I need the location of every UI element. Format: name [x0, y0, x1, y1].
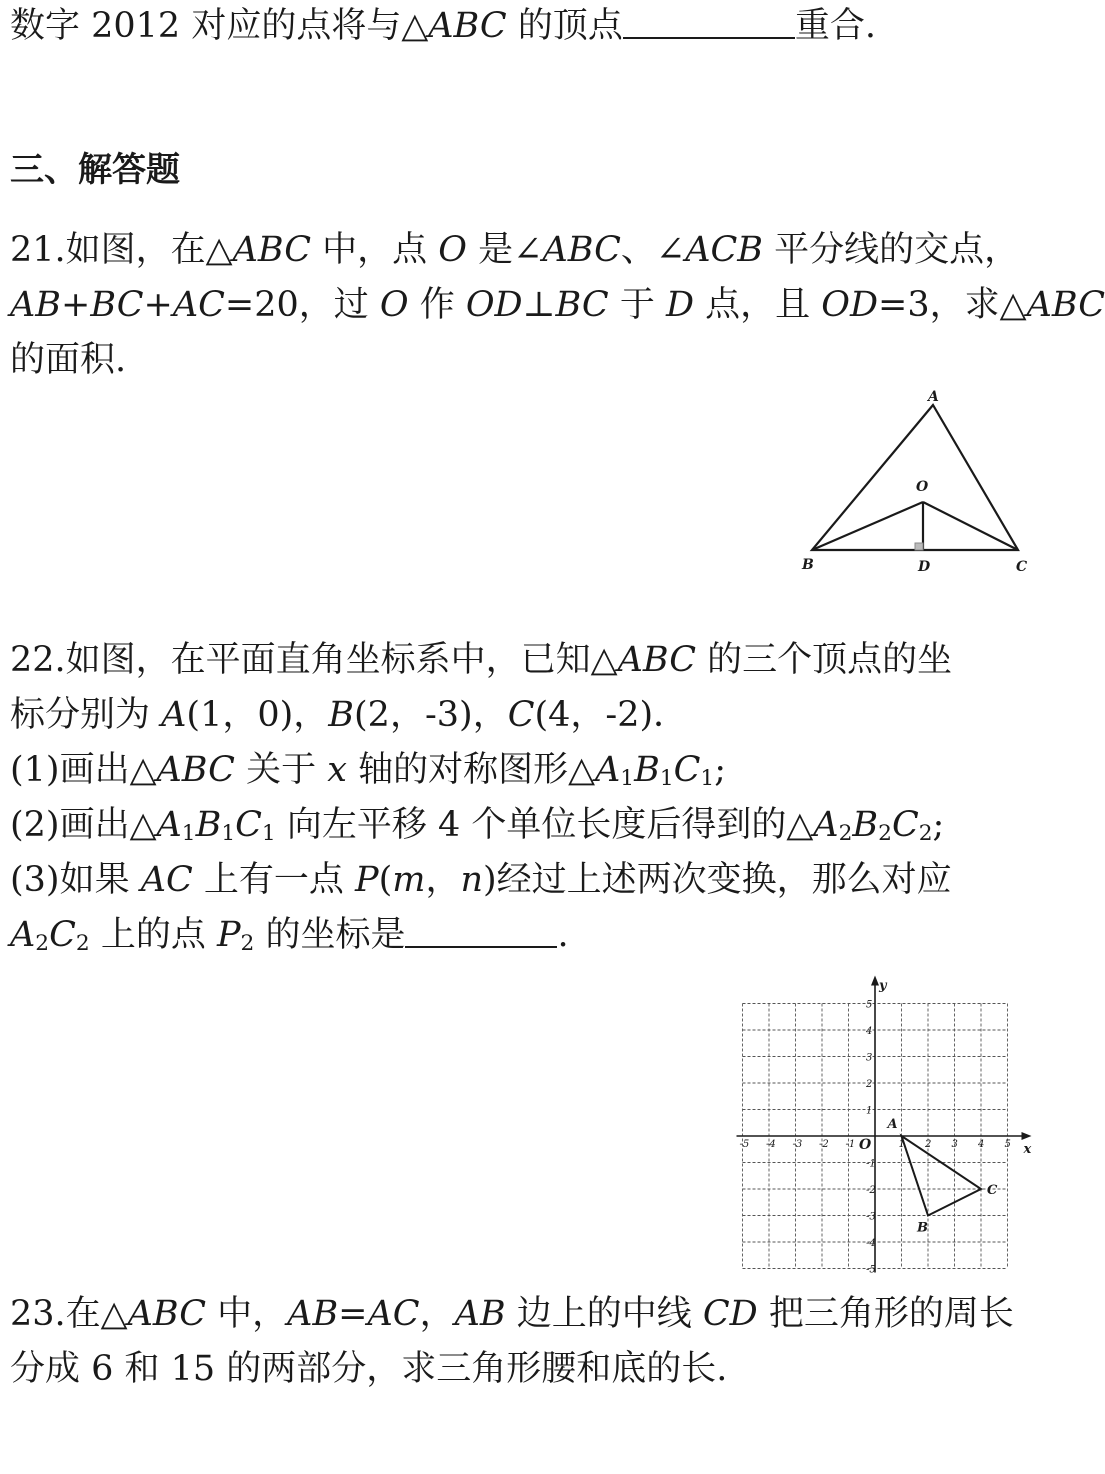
y-tick-label: -4 [866, 1238, 876, 1249]
label-c: C [1016, 559, 1028, 575]
y-axis-label: y [879, 978, 887, 994]
section-title: 三、解答题 [10, 150, 180, 190]
x-tick-label: 3 [951, 1139, 958, 1150]
grid-label-c: C [987, 1183, 998, 1198]
right-angle-mark [915, 543, 923, 550]
y-tick-label: 3 [866, 1052, 873, 1064]
answer-blank-p2[interactable] [405, 916, 557, 948]
q23-line-1: 23.在△ABC 中，AB=AC，AB 边上的中线 CD 把三角形的周长 [10, 1294, 1014, 1334]
q22-line-5: (3)如果 AC 上有一点 P(m，n)经过上述两次变换，那么对应 [10, 860, 952, 900]
answer-blank[interactable] [623, 7, 795, 39]
y-tick-label: 1 [866, 1105, 873, 1117]
x-tick-label: 4 [978, 1139, 985, 1150]
q21-line-3: 的面积. [10, 340, 127, 380]
y-tick-label: -3 [866, 1211, 876, 1223]
x-axis-arrow [1022, 1132, 1032, 1140]
q21-line-1: 21.如图，在△ABC 中，点 O 是∠ABC、∠ACB 平分线的交点， [10, 230, 1020, 270]
y-tick-label: -5 [866, 1264, 876, 1276]
origin-label: O [859, 1137, 872, 1153]
q22-line-3: (1)画出△ABC 关于 x 轴的对称图形$\triangle A_1B_1C_1$; [10, 750, 727, 791]
x-axis-label: x [1023, 1142, 1032, 1157]
label-d: D [918, 559, 931, 575]
grid-label-a: A [887, 1117, 898, 1132]
q22-line-6: $A_2C_2$ 上的点 $P_2$ 的坐标是 . [10, 915, 569, 956]
grid-axes [737, 976, 1032, 1273]
q22-line-1: 22.如图，在平面直角坐标系中，已知△ABC 的三个顶点的坐 [10, 640, 953, 680]
x-tick-label: -4 [766, 1139, 776, 1150]
label-a: A [928, 389, 939, 405]
label-o: O [916, 479, 929, 495]
grid-label-b: B [917, 1220, 928, 1236]
y-axis-arrow [871, 976, 879, 986]
x-tick-label: -3 [792, 1139, 803, 1150]
y-tick-label: -1 [866, 1158, 876, 1170]
segment-bo [812, 502, 923, 550]
grid-triangle-abc [902, 1136, 985, 1216]
x-tick-label: 1 [898, 1139, 905, 1150]
prev-question-line: 数字 2012 对应的点将与△ABC 的顶点 重合. [10, 6, 876, 46]
label-b: B [802, 557, 814, 573]
y-tick-label: 2 [866, 1079, 873, 1090]
y-tick-label: 4 [866, 1026, 873, 1037]
q21-line-2: AB+BC+AC=20，过 O 作 OD⊥BC 于 D 点，且 OD=3，求△ABC [10, 285, 1105, 325]
x-tick-label: -2 [819, 1139, 829, 1150]
x-tick-label: 5 [1004, 1139, 1011, 1150]
x-tick-label: 2 [925, 1139, 932, 1150]
x-tick-label: -1 [845, 1139, 856, 1150]
q23-line-2: 分成 6 和 15 的两部分，求三角形腰和底的长. [10, 1349, 728, 1389]
triangle-abc [812, 405, 1018, 550]
q22-coordinate-grid [730, 975, 1035, 1275]
x-tick-label: -5 [739, 1139, 750, 1150]
y-tick-label: -2 [866, 1185, 876, 1196]
q22-line-2: 标分别为 A(1，0)，B(2，-3)，C(4，-2)． [10, 695, 689, 735]
y-tick-label: 5 [866, 999, 873, 1011]
q21-triangle-figure [790, 385, 1040, 580]
q22-line-4: (2)画出$\triangle A_1B_1C_1$ 向左平移 4 个单位长度后得到的$\triangle A_2B_2C_2$; [10, 805, 945, 846]
